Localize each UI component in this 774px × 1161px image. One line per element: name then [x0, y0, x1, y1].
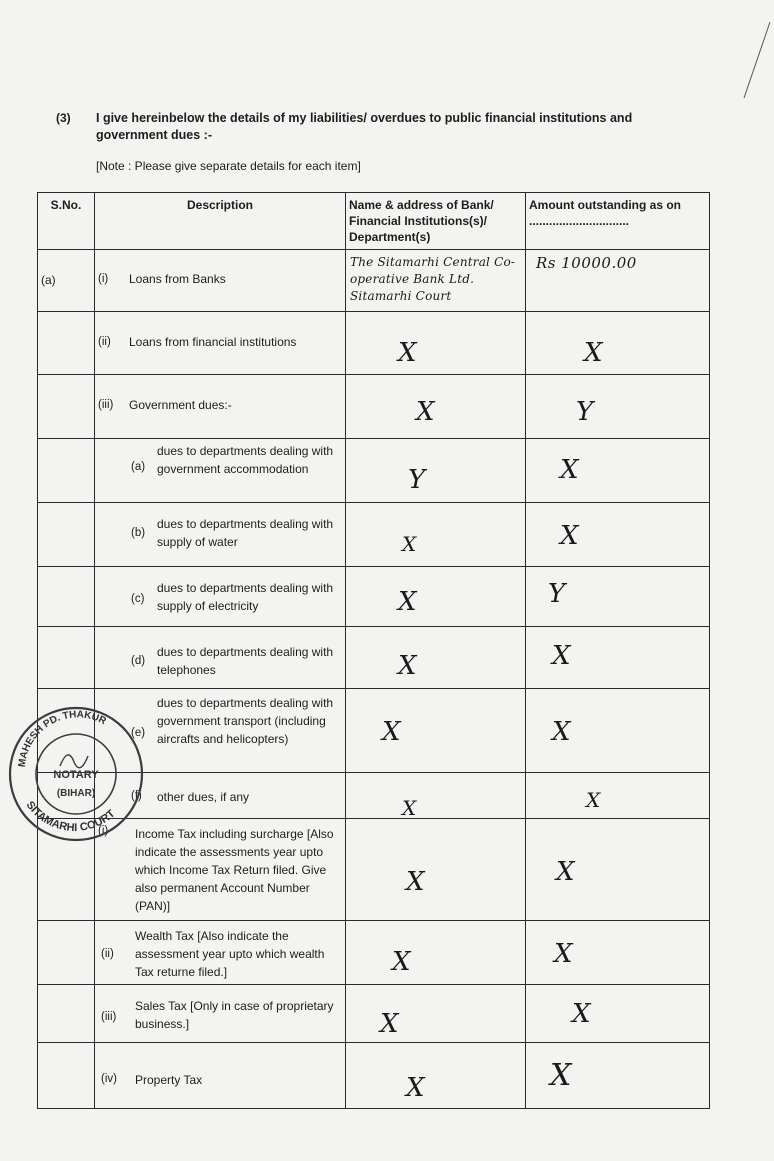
bank-name-handwritten: The Sitamarhi Central Co-operative Bank Ltd. Sitamarhi Court [350, 255, 516, 303]
cross-mark: X [554, 939, 573, 969]
header-amount: Amount outstanding as on .............................. [526, 193, 710, 250]
stamp-notary-text: NOTARY [53, 769, 99, 781]
table-row [38, 503, 710, 567]
stamp-state-text: (BIHAR) [56, 788, 96, 799]
letter-label: (b) [131, 527, 146, 539]
table-row [38, 1043, 710, 1109]
description-text: dues to departments dealing with telephones [157, 645, 334, 677]
letter-label: (a) [131, 461, 146, 473]
section-note: [Note : Please give separate details for each item] [96, 159, 361, 173]
description-text: Loans from financial institutions [129, 335, 297, 349]
cross-mark: X [398, 338, 417, 368]
section-number: (3) [56, 111, 71, 125]
cross-mark: X [398, 651, 417, 681]
cross-mark: X [406, 867, 425, 897]
cross-mark: X [556, 857, 575, 887]
cross-mark: X [402, 532, 417, 556]
description-text: Loans from Banks [129, 272, 226, 286]
roman-label: (i) [98, 273, 109, 285]
cross-mark: X [560, 521, 579, 551]
cross-mark: X [406, 1073, 425, 1103]
letter-label: (f) [131, 790, 142, 802]
description-text: dues to departments dealing with supply of electricity [157, 581, 334, 613]
letter-label: (c) [131, 593, 145, 605]
roman-label: (i) [98, 825, 109, 837]
liabilities-table [37, 192, 710, 1109]
roman-label: (iii) [101, 1011, 117, 1023]
table-row [38, 985, 710, 1043]
cross-mark: X [416, 397, 435, 427]
table-row [38, 567, 710, 627]
table-row [38, 375, 710, 439]
letter-label: (d) [131, 655, 146, 667]
cross-mark: X [552, 717, 571, 747]
y-mark: Y [576, 397, 594, 427]
table-row [38, 312, 710, 375]
table-row [38, 439, 710, 503]
cross-mark: X [572, 999, 591, 1029]
roman-label: (ii) [101, 948, 114, 960]
description-text: dues to departments dealing with supply of water [157, 517, 334, 549]
table-row [38, 921, 710, 985]
table-row [38, 627, 710, 689]
description-text: Government dues:- [129, 398, 232, 412]
sno-label: (a) [41, 273, 56, 287]
cross-mark: X [392, 947, 411, 977]
y-mark: Y [548, 579, 566, 609]
notary-stamp-icon [0, 696, 150, 846]
cross-mark: X [382, 717, 401, 747]
description-text: dues to departments dealing with government accommodation [157, 444, 334, 476]
cross-mark: X [560, 455, 579, 485]
cross-mark: X [552, 641, 571, 671]
description-text: Income Tax including surcharge [Also indicate the assessments year upto which Income Tax Return filed. Give also permanent Account Number (PAN)] [135, 827, 334, 913]
table-row [38, 250, 710, 312]
header-bank: Name & address of Bank/ Financial Institutions(s)/ Department(s) [346, 193, 526, 250]
description-text: Property Tax [135, 1073, 203, 1087]
cross-mark: X [398, 587, 417, 617]
stamp-top-text: MAHESH PD. THAKUR [16, 709, 108, 768]
roman-label: (ii) [98, 336, 111, 348]
description-text: Wealth Tax [Also indicate the assessment year upto which wealth Tax returne filed.] [135, 929, 325, 979]
cross-mark: X [380, 1009, 399, 1039]
stamp-signature-icon [60, 755, 88, 768]
cross-mark: X [584, 338, 603, 368]
amount-handwritten: Rs 10000.00 [536, 254, 637, 272]
section-heading: I give hereinbelow the details of my liabilities/ overdues to public financial institutions and government dues :- [96, 111, 633, 142]
cross-mark: X [586, 788, 601, 812]
y-mark: Y [408, 465, 426, 495]
stamp-bottom-text: SITAMARHI COURT [23, 799, 118, 835]
description-text: dues to departments dealing with government transport (including aircrafts and helicopters) [157, 696, 334, 746]
header-sno: S.No. [38, 193, 95, 250]
roman-label: (iv) [101, 1073, 117, 1085]
cross-mark: X [550, 1058, 572, 1093]
description-text: other dues, if any [157, 790, 250, 804]
pen-stroke-icon [740, 20, 774, 100]
description-text: Sales Tax [Only in case of proprietary business.] [135, 999, 334, 1031]
cross-mark: X [402, 796, 417, 820]
letter-label: (e) [131, 727, 146, 739]
header-description: Description [95, 193, 346, 250]
roman-label: (iii) [98, 399, 114, 411]
